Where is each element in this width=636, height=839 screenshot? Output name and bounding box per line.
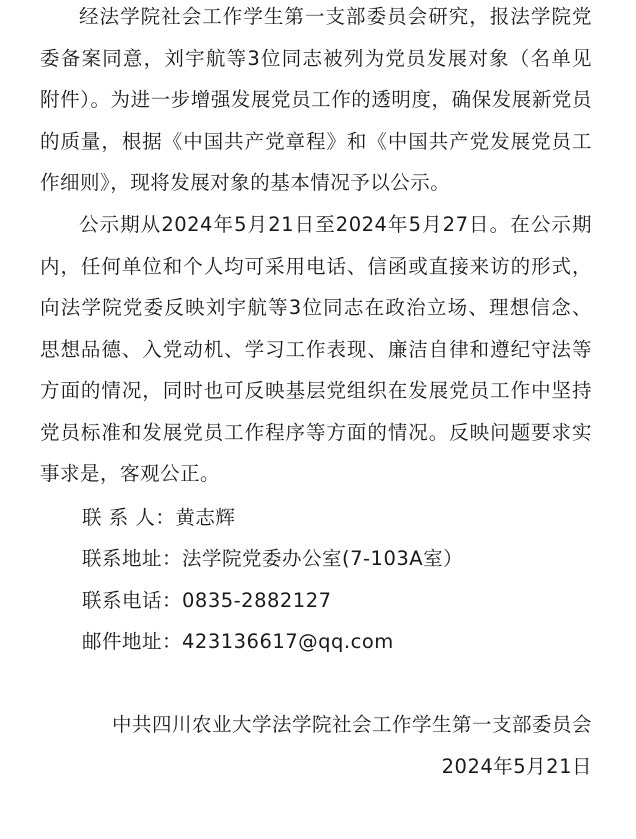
contact-email: 邮件地址：423136617@qq.com xyxy=(82,630,394,653)
paragraph-publicity-period: 公示期从2024年5月21日至2024年5月27日。在公示期内，任何单位和个人均可采用电话、信函或直接来访的形式，向法学院党委反映刘宇航等3位同志在政治立场、理想信念、思想品德、入党动机、学习工作表现、廉洁自律和遵纪守法等方面的情况，同时也可反映基层党组织在发展党员工作中坚持党员标准和发展党员工作程序等方面的情况。反映问题要求实事求是，客观公正。 xyxy=(40,213,592,485)
signature-date: 2024年5月21日 xyxy=(441,755,592,778)
contact-person: 联 系 人：黄志辉 xyxy=(82,506,236,529)
signature-organization: 中共四川农业大学法学院社会工作学生第一支部委员会 xyxy=(111,713,592,736)
contact-phone: 联系电话：0835-2882127 xyxy=(82,589,332,612)
paragraph-announcement: 经法学院社会工作学生第一支部委员会研究，报法学院党委备案同意，刘宇航等3位同志被列为党员发展对象（名单见附件）。为进一步增强发展党员工作的透明度，确保发展新党员的质量，根据《中国共产党章程》和《中国共产党发展党员工作细则》，现将发展对象的基本情况予以公示。 xyxy=(40,5,592,194)
contact-address: 联系地址：法学院党委办公室(7-103A室） xyxy=(82,547,464,570)
